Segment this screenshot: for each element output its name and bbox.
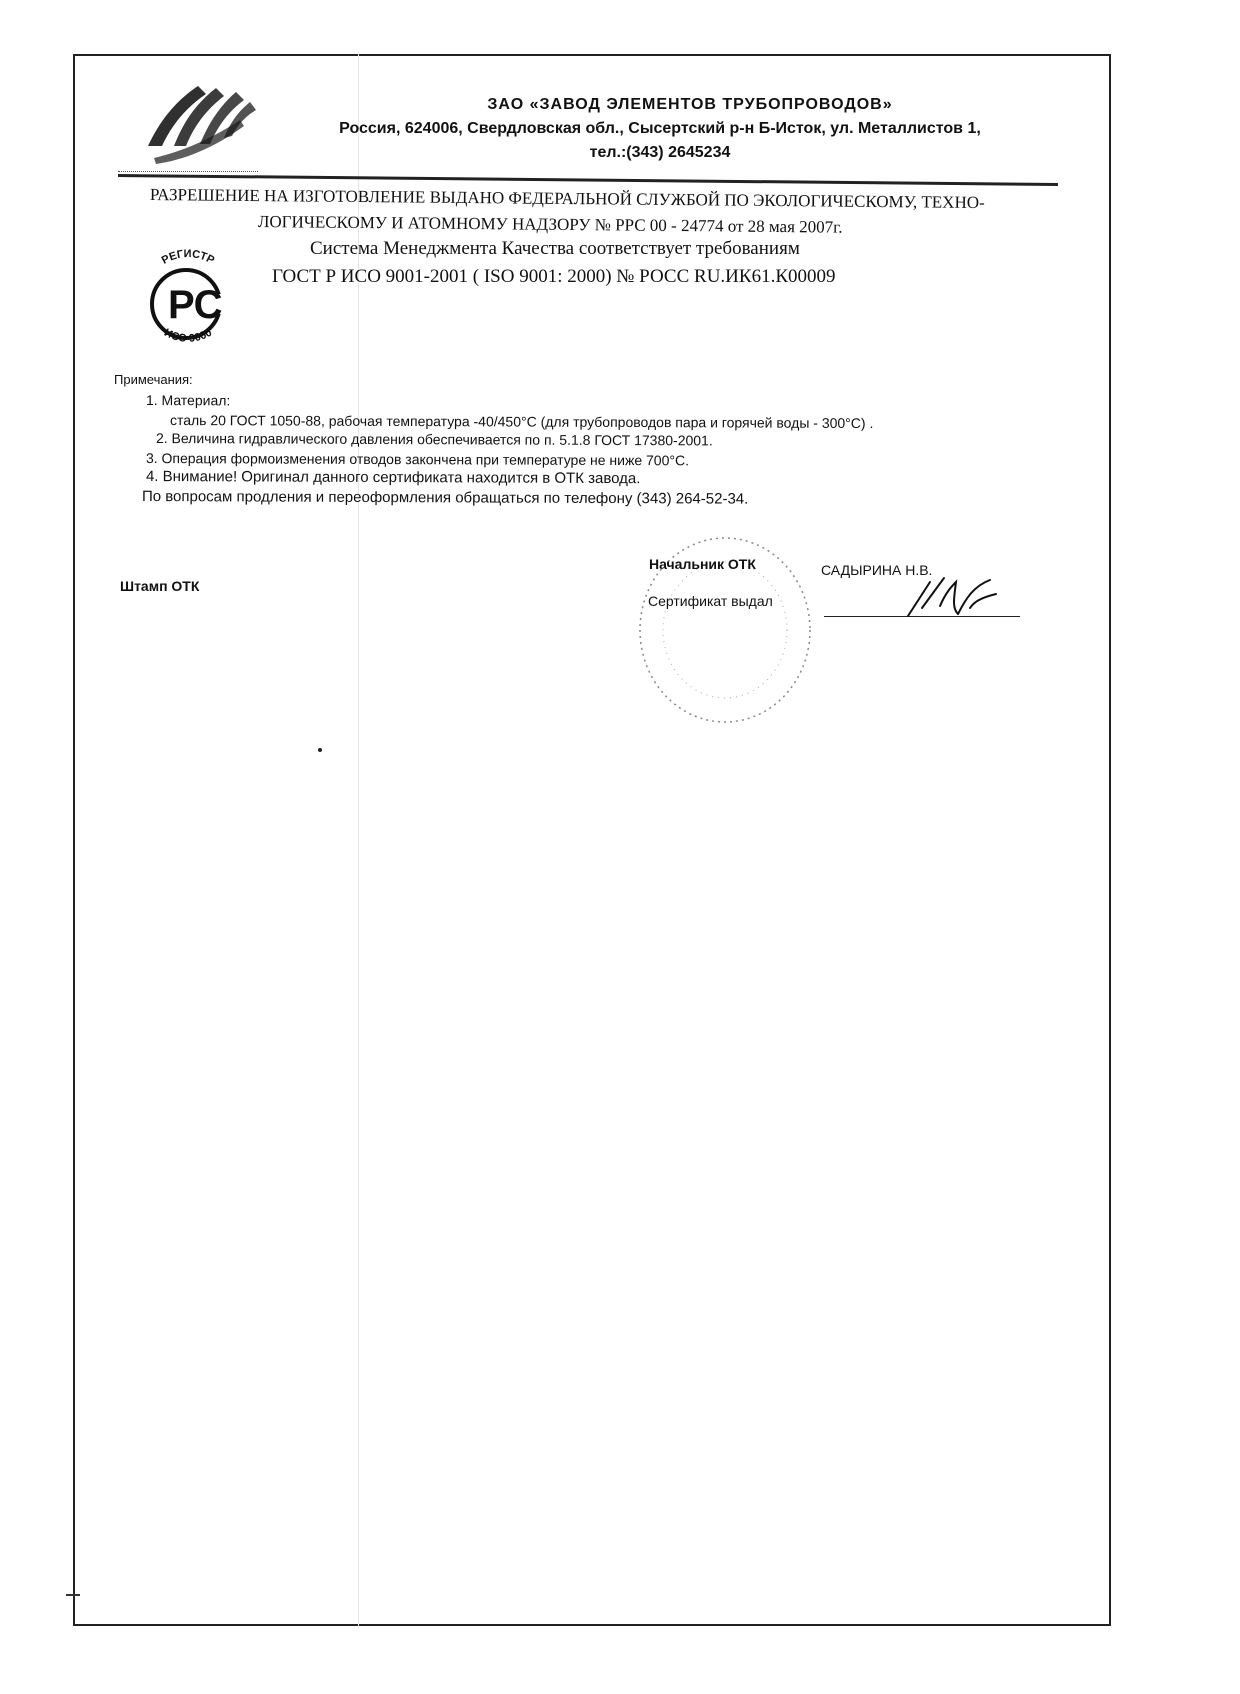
note-4: 4. Внимание! Оригинал данного сертификата находится в ОТК завода. (145, 468, 641, 488)
rs-logo-top-text: РЕГИСТР (159, 248, 217, 267)
company-address: Россия, 624006, Свердловская обл., Сысертский р-н Б-Исток, ул. Металлистов 1, (339, 120, 981, 137)
svg-text:РЕГИСТР (160, 248, 217, 267)
svg-text:ИСО 9000 (162, 327, 214, 345)
otk-stamp-label: Штамп ОТК (120, 578, 200, 594)
margin-tick (66, 1594, 80, 1596)
note-1-detail: сталь 20 ГОСТ 1050-88, рабочая температура -40/450°С (для трубопроводов пара и горячей воды - 300°С) . (169, 412, 874, 432)
permit-line-1: РАЗРЕШЕНИЕ НА ИЗГОТОВЛЕНИЕ ВЫДАНО ФЕДЕРАЛЬНОЙ СЛУЖБОЙ ПО ЭКОЛОГИЧЕСКОМУ, ТЕХНО- (149, 185, 985, 213)
otk-head-title: Начальник ОТК (649, 556, 756, 572)
note-2: 2. Величина гидравлического давления обеспечивается по п. 5.1.8 ГОСТ 17380-2001. (155, 430, 713, 449)
permit-line-2: ЛОГИЧЕСКОМУ И АТОМНОМУ НАДЗОРУ № РРС 00 - 24774 от 28 мая 2007г. (257, 212, 843, 237)
qms-certificate: ГОСТ Р ИСО 9001-2001 ( ISO 9001: 2000) № РОСС RU.ИК61.К00009 (272, 266, 836, 287)
qms-statement: Система Менеджмента Качества соответствует требованиям (310, 238, 800, 259)
note-contact: По вопросам продления и переоформления обращаться по телефону (343) 264-52-34. (141, 488, 749, 508)
certificate-issued-by: Сертификат выдал (648, 593, 773, 609)
rs-registry-logo-icon (128, 244, 248, 354)
note-1-label: 1. Материал: (145, 392, 231, 409)
scan-fold-line (358, 54, 359, 1626)
company-phone: тел.:(343) 2645234 (589, 144, 731, 161)
company-name: ЗАО «ЗАВОД ЭЛЕМЕНТОВ ТРУБОПРОВОДОВ» (487, 96, 893, 113)
company-logo-icon (140, 76, 260, 166)
otk-head-name: САДЫРИНА Н.В. (821, 562, 933, 578)
rs-logo-mark: РС (168, 283, 223, 327)
note-3: 3. Операция формоизменения отводов закончена при температуре не ниже 700°С. (145, 450, 690, 469)
scan-speck (318, 748, 322, 752)
notes-heading: Примечания: (114, 372, 193, 387)
handwritten-signature-icon (900, 568, 1000, 628)
rs-logo-bottom-text: ИСО 9000 (161, 326, 215, 345)
